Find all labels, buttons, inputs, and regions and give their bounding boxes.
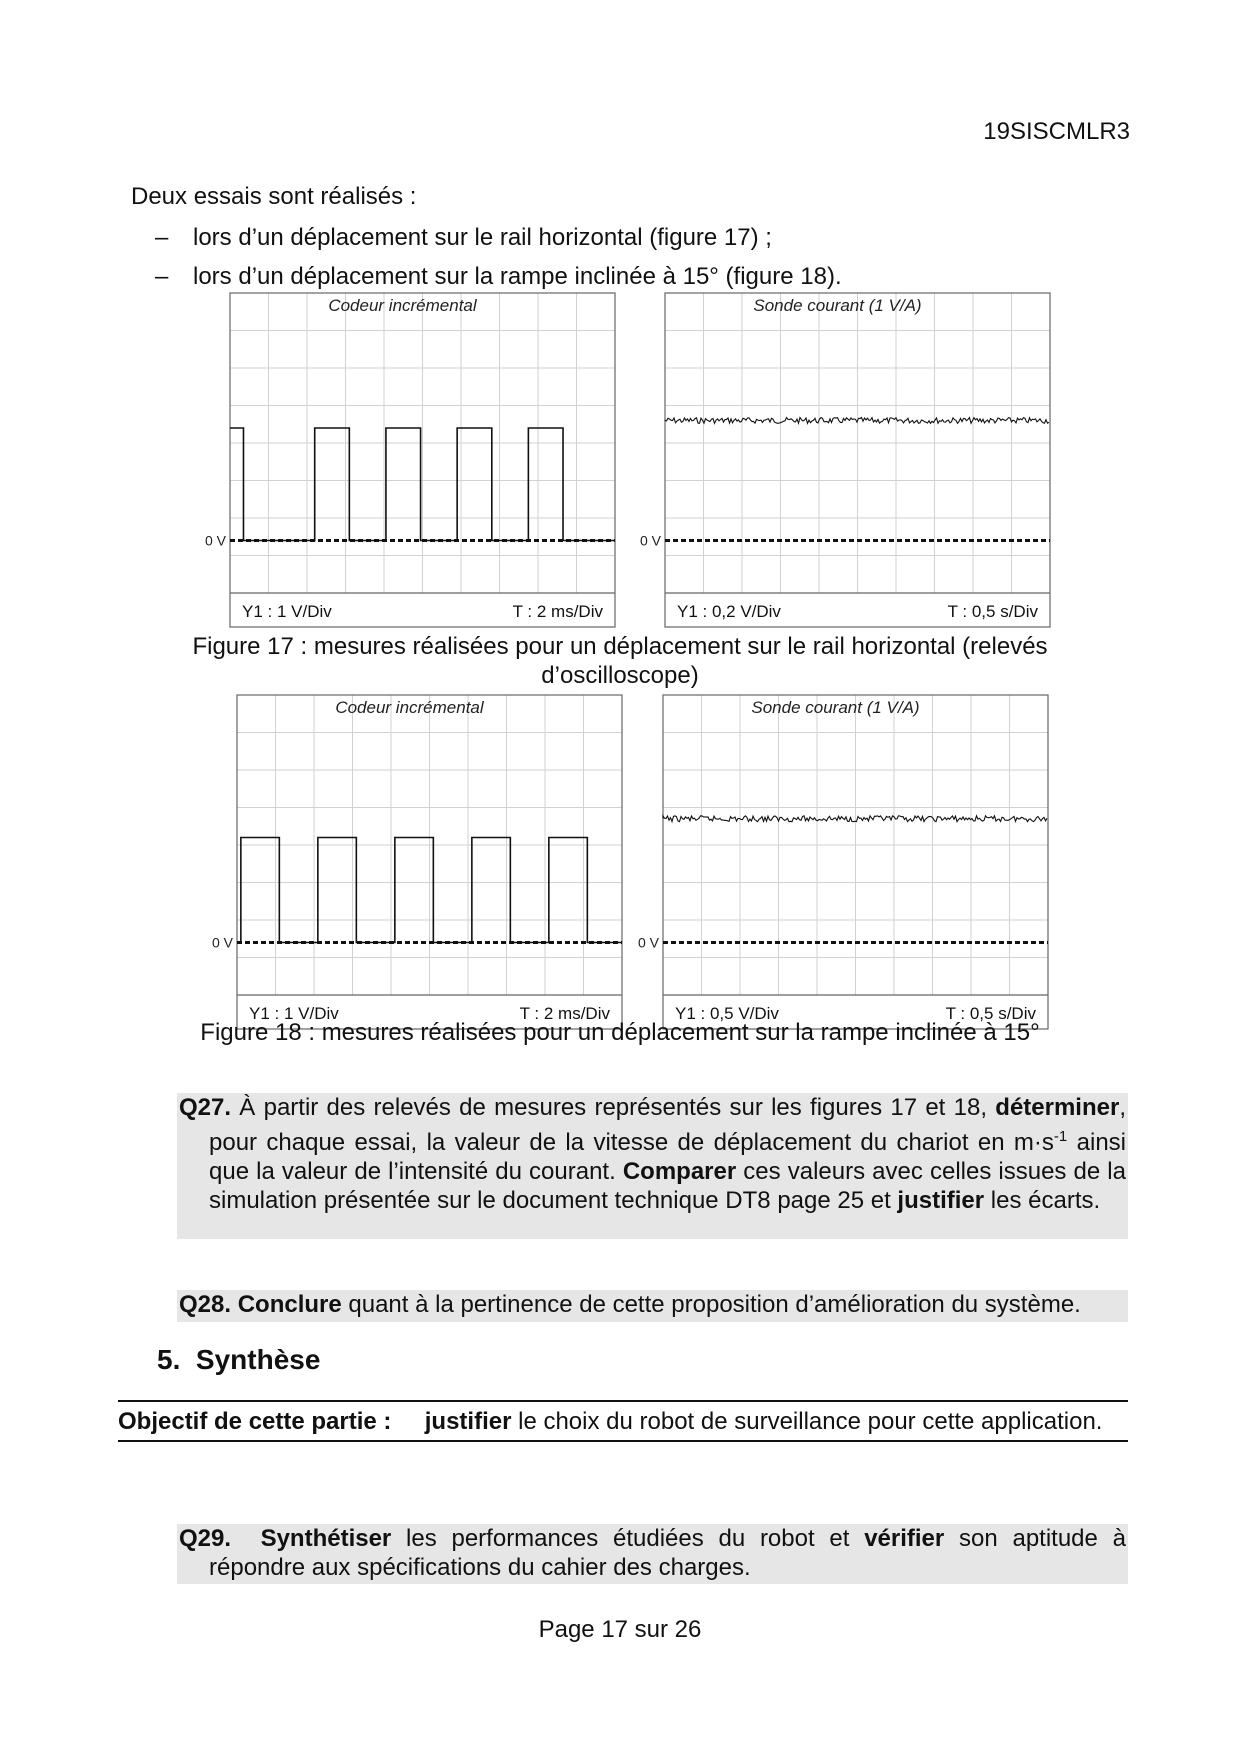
zero-volt-label: 0 V [204, 532, 226, 549]
q29-verb-synthetiser: Synthétiser [260, 1525, 392, 1552]
caption-line-2: d’oscilloscope) [541, 662, 699, 689]
section-heading [157, 1344, 320, 1376]
question-q29 [177, 1524, 1128, 1584]
page-number: Page 17 sur 26 [538, 1616, 702, 1643]
timebase-label: T : 2 ms/Div [512, 602, 603, 621]
q27-verb-comparer: Comparer [622, 1158, 737, 1185]
q27-text: Q27. À partir des relevés de mesures représentés sur les figures 17 et 18, déterminer, pour chaque essai, la valeur de la vitesse de déplacement du chariot en $m\cdot s^{-1}$ ainsi que la valeur de l’intensité du courant. Comparer ces valeurs avec celles issues de la simulation présentée sur le document technique DT8 page 25 et justifier les écarts. [179, 1094, 1126, 1214]
scope-title: Codeur incrémental [328, 296, 477, 315]
zero-volt-label: 0 V [211, 934, 233, 951]
figure-17-encoder-scope [195, 290, 625, 630]
zero-volt-label: 0 V [639, 532, 661, 549]
q27-verb-determiner: déterminer [995, 1094, 1120, 1121]
q28-verb-conclure: Conclure [237, 1291, 342, 1318]
objective-verb: justifier [424, 1408, 512, 1435]
vertical-scale-label: Y1 : 0,5 V/Div [675, 1004, 779, 1023]
objective-label: Objectif de cette partie : [118, 1408, 392, 1435]
q29-number: Q29. [179, 1525, 232, 1552]
figure-18-caption: Figure 18 : mesures réalisées pour un déplacement sur la rampe inclinée à 15° [200, 1019, 1040, 1046]
oscilloscope-screen [195, 290, 625, 630]
section-number: 5. [157, 1344, 181, 1375]
timebase-label: T : 0,5 s/Div [947, 602, 1038, 621]
figure-18-current-scope [628, 692, 1058, 1032]
document-code: 19SISCMLR3 [983, 118, 1130, 145]
section-title: Synthèse [195, 1344, 321, 1375]
bullet-dash: – [155, 224, 169, 251]
objective-box: Objectif de cette partie : justifier le choix du robot de surveillance pour cette application. [118, 1400, 1128, 1442]
vertical-scale-label: Y1 : 1 V/Div [242, 602, 332, 621]
scope-title: Sonde courant (1 V/A) [753, 296, 922, 315]
oscilloscope-screen [630, 290, 1060, 630]
oscilloscope-screen [202, 692, 632, 1032]
caption-line-1: Figure 17 : mesures réalisées pour un déplacement sur le rail horizontal (relevés [192, 633, 1048, 660]
zero-volt-label: 0 V [637, 934, 659, 951]
q29-text: Q29. Synthétiser les performances étudiées du robot et vérifier son aptitude à répondre aux spécifications du cahier des charges. [179, 1525, 1126, 1581]
bullet-dash: – [155, 263, 169, 290]
scope-title: Codeur incrémental [335, 698, 484, 717]
q29-verb-verifier: vérifier [864, 1525, 945, 1552]
bullet-text: lors d’un déplacement sur la rampe inclinée à 15° (figure 18). [193, 263, 842, 290]
vertical-scale-label: Y1 : 0,2 V/Div [677, 602, 781, 621]
bullet-text: lors d’un déplacement sur le rail horizontal (figure 17) ; [193, 224, 772, 251]
scope-title: Sonde courant (1 V/A) [751, 698, 920, 717]
q27-number: Q27. [179, 1094, 232, 1121]
oscilloscope-screen [628, 692, 1058, 1032]
intro-bullet-1 [155, 224, 772, 252]
question-q28: Q28. Conclure quant à la pertinence de cette proposition d’amélioration du système. [177, 1290, 1128, 1322]
timebase-label: T : 2 ms/Div [519, 1004, 610, 1023]
figure-17-current-scope [630, 290, 1060, 630]
figure-18-encoder-scope [202, 692, 632, 1032]
figure-17-caption [0, 632, 1240, 690]
q27-verb-justifier: justifier [897, 1187, 985, 1214]
question-q27 [177, 1093, 1128, 1239]
timebase-label: T : 0,5 s/Div [945, 1004, 1036, 1023]
intro-lead: Deux essais sont réalisés : [131, 183, 417, 210]
vertical-scale-label: Y1 : 1 V/Div [249, 1004, 339, 1023]
intro-bullet-2 [155, 263, 842, 291]
q28-number: Q28. [179, 1291, 232, 1318]
